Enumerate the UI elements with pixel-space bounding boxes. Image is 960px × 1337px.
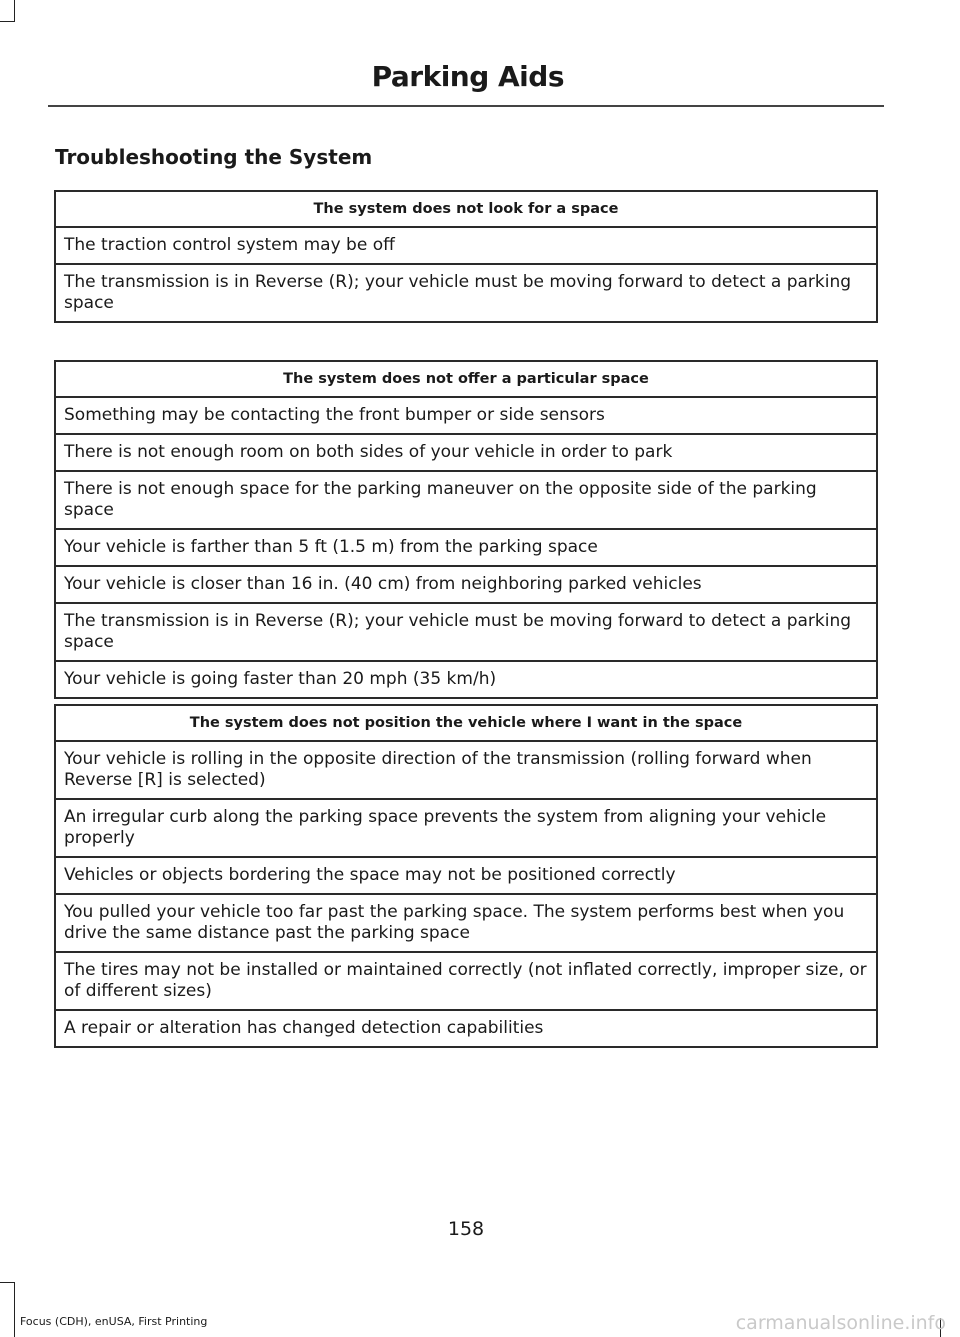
table-cell: There is not enough space for the parking maneuver on the opposite side of the parking space <box>55 471 877 529</box>
section-heading: Troubleshooting the System <box>55 145 373 169</box>
table-row <box>55 661 877 698</box>
table-header-row <box>55 705 877 741</box>
table-cell: There is not enough room on both sides of your vehicle in order to park <box>55 434 877 471</box>
table-row <box>55 799 877 857</box>
header-divider <box>48 105 884 107</box>
table-cell: The traction control system may be off <box>55 227 877 264</box>
table-row <box>55 227 877 264</box>
table-row <box>55 741 877 799</box>
table-cell: An irregular curb along the parking space prevents the system from aligning your vehicle properly <box>55 799 877 857</box>
table-heading: The system does not position the vehicle where I want in the space <box>55 705 877 741</box>
table-row <box>55 1010 877 1047</box>
table-row <box>55 434 877 471</box>
table-cell: The transmission is in Reverse (R); your vehicle must be moving forward to detect a parking space <box>55 603 877 661</box>
table-cell: A repair or alteration has changed detection capabilities <box>55 1010 877 1047</box>
table-heading: The system does not look for a space <box>55 191 877 227</box>
table-row <box>55 471 877 529</box>
table-header-row <box>55 191 877 227</box>
table-cell: The tires may not be installed or maintained correctly (not inflated correctly, improper size, or of different sizes) <box>55 952 877 1010</box>
page-title: Parking Aids <box>371 60 564 93</box>
crop-mark-top-left-h <box>0 21 15 22</box>
troubleshooting-table-no-search <box>54 190 878 323</box>
crop-mark-bottom-left-h <box>0 1282 15 1283</box>
troubleshooting-table-no-offer <box>54 360 878 699</box>
table-heading: The system does not offer a particular space <box>55 361 877 397</box>
watermark: carmanualsonline.info <box>735 1312 946 1334</box>
troubleshooting-table-no-position <box>54 704 878 1048</box>
crop-mark-bottom-left-v <box>14 1282 15 1337</box>
table-cell: Your vehicle is closer than 16 in. (40 cm) from neighboring parked vehicles <box>55 566 877 603</box>
table-row <box>55 952 877 1010</box>
table-cell: Something may be contacting the front bumper or side sensors <box>55 397 877 434</box>
table-row <box>55 857 877 894</box>
table-row <box>55 603 877 661</box>
table-cell: Your vehicle is rolling in the opposite direction of the transmission (rolling forward when Reverse [R] is selected) <box>55 741 877 799</box>
table-row <box>55 397 877 434</box>
table-row <box>55 264 877 322</box>
table-cell: Your vehicle is going faster than 20 mph (35 km/h) <box>55 661 877 698</box>
page-number: 158 <box>447 1218 485 1240</box>
table-cell: You pulled your vehicle too far past the parking space. The system performs best when you drive the same distance past the parking space <box>55 894 877 952</box>
table-row <box>55 529 877 566</box>
table-cell: The transmission is in Reverse (R); your vehicle must be moving forward to detect a parking space <box>55 264 877 322</box>
table-row <box>55 566 877 603</box>
table-row <box>55 894 877 952</box>
table-header-row <box>55 361 877 397</box>
table-cell: Vehicles or objects bordering the space may not be positioned correctly <box>55 857 877 894</box>
edition-footer: Focus (CDH), enUSA, First Printing <box>20 1315 208 1328</box>
table-cell: Your vehicle is farther than 5 ft (1.5 m) from the parking space <box>55 529 877 566</box>
crop-mark-top-left-v <box>14 0 15 22</box>
